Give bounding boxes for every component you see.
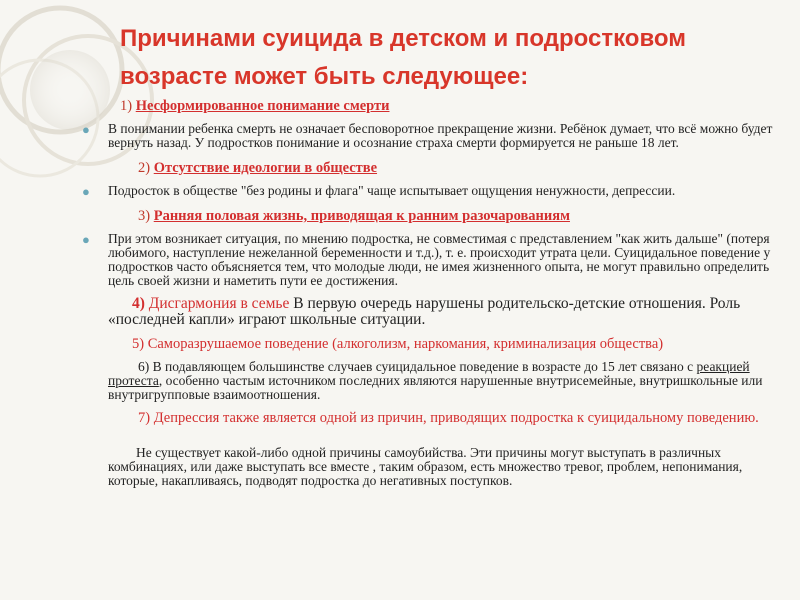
slide-title: Причинами суицида в детском и подростковом возрасте может быть следующее:: [120, 25, 687, 90]
heading-2-text: Отсутствие идеологии в обществе: [153, 160, 378, 176]
heading-3: 3) Ранняя половая жизнь, приводящая к ранним разочарованиям: [138, 208, 570, 224]
heading-1: 1) Несформированное понимание смерти: [120, 98, 390, 114]
heading-4-text: Дисгармония в семье: [148, 295, 290, 312]
heading-2: 2) Отсутствие идеологии в обществе: [138, 160, 378, 176]
heading-7: 7) Депрессия также является одной из причин, приводящих подростка к суицидальному поведению.: [138, 410, 759, 426]
heading-3-text: Ранняя половая жизнь, приводящая к ранним разочарованиям: [153, 208, 570, 224]
conclusion: Не существует какой-либо одной причины самоубийства. Эти причины могут выступать в различных комбинациях, или даже выступать все вместе , таким образом, есть множество тревог, проблем, непонимания, которые, накапливаясь, подводят подростка до негативных поступков.: [108, 445, 743, 488]
heading-5: 5) Саморазрушаемое поведение (алкоголизм, наркомания, криминализация общества): [132, 336, 664, 352]
content: [82, 98, 778, 488]
heading-1-text: Несформированное понимание смерти: [135, 98, 390, 114]
bullet-icon: ●: [82, 232, 90, 247]
heading-4: 4) Дисгармония в семье В первую очередь нарушены родительско-детские отношения. Роль «последней капли» играют школьные ситуации.: [108, 295, 741, 328]
protest-link-text: реакцией протеста: [108, 359, 750, 388]
bullet-icon: ●: [82, 184, 90, 199]
paragraph-2: ● Подросток в обществе "без родины и флага" чаще испытывает ощущения ненужности, депрессии.: [82, 183, 676, 199]
paragraph-1: ● В понимании ребенка смерть не означает бесповоротное прекращение жизни. Ребёнок думает, что всё можно будет вернуть назад. У подростков понимание и осознание страха смерти формируется не раньше 18 лет.: [82, 121, 773, 150]
paragraph-6: 6) В подавляющем большинстве случаев суицидальное поведение в возрасте до 15 лет связано с реакцией протеста, особенно частым источником последних являются нарушенные внутрисемейные, внутришкольные или внутригрупповые взаимоотношения.: [108, 359, 763, 402]
paragraph-3: ● При этом возникает ситуация, по мнению подростка, не совместимая с представлением "как жить дальше" (потеря любимого, наступление нежеланной беременности и т.д.), т. е. происходит утрата цели. Суицидальное поведение у подростков часто объясняется тем, что молодые люди, не имея жизненного опыта, не могут правильно определить цель своей жизни и наметить пути ее достижения.: [82, 231, 771, 288]
bullet-icon: ●: [82, 122, 90, 137]
